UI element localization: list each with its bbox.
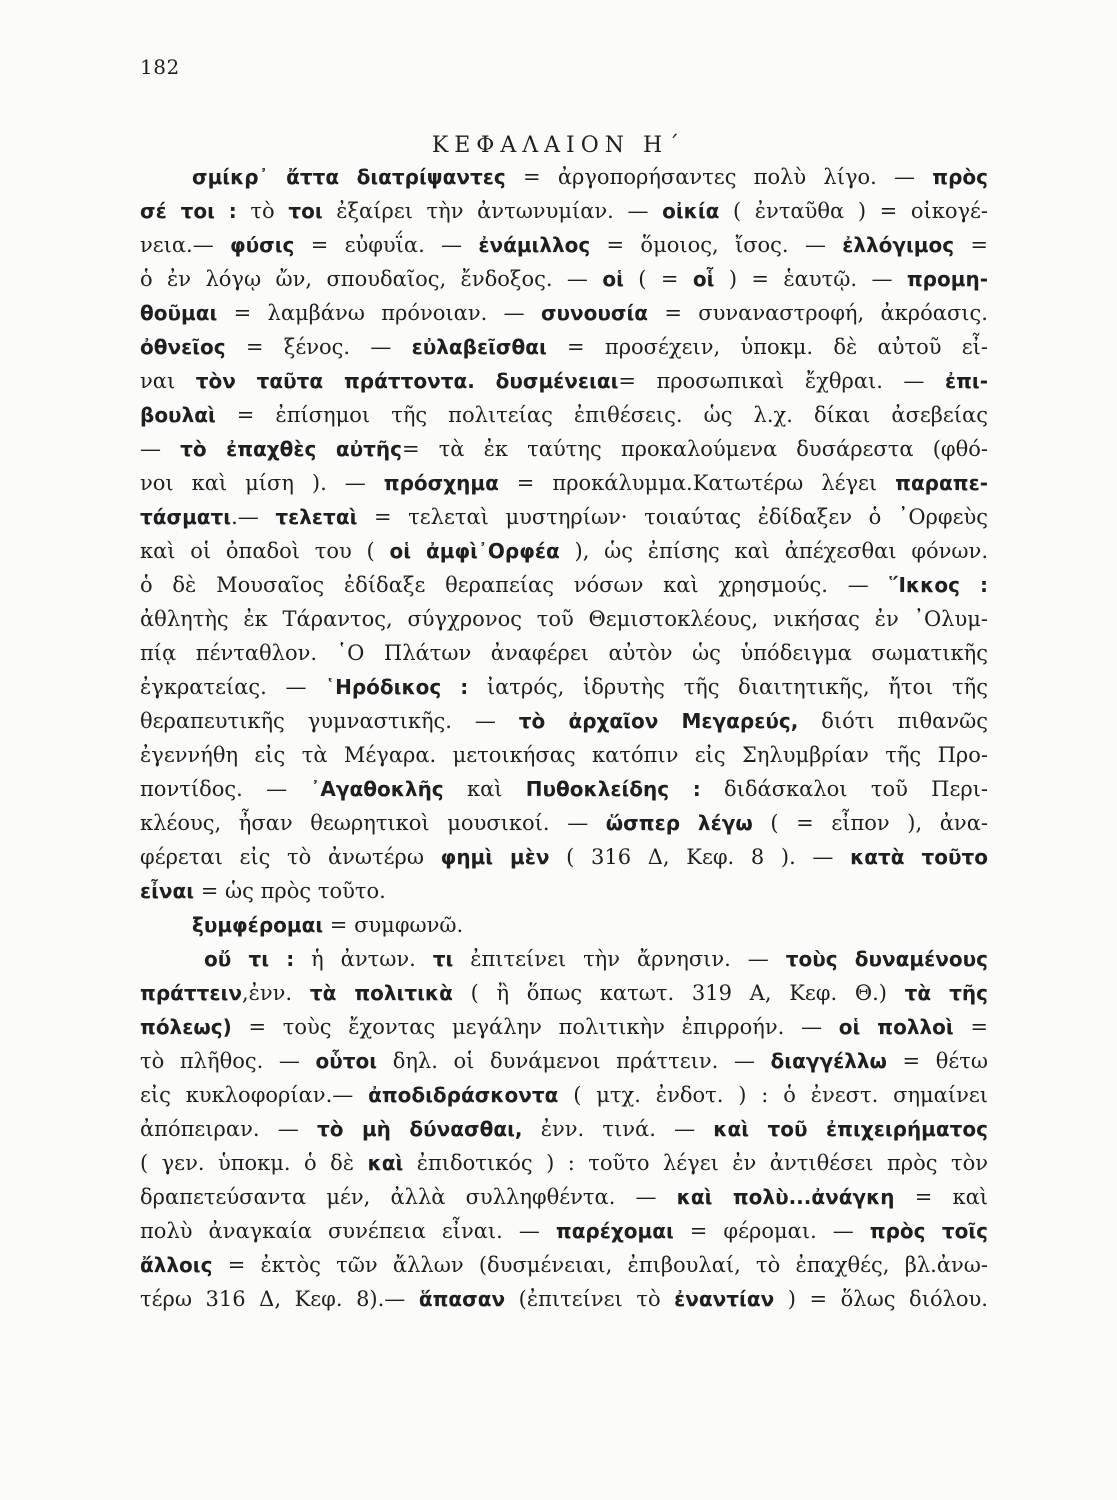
- text-line: [140, 262, 988, 296]
- lemma-term: ξυμφέρομαι: [192, 913, 324, 937]
- gloss-text: ἀπόπειραν. —: [140, 1117, 317, 1141]
- gloss-text: καὶ: [443, 777, 526, 801]
- gloss-text: ( ἢ ὅπως κατωτ. 319 Α, Κεφ. Θ.): [452, 981, 905, 1005]
- text-line: [140, 432, 988, 466]
- gloss-text: = θέτω: [886, 1049, 988, 1073]
- text-line: [140, 942, 988, 976]
- gloss-text: τὸ πλῆθος. —: [140, 1049, 316, 1073]
- lemma-term: καὶ πολὺ...ἀνάγκη: [676, 1185, 895, 1209]
- text-line: [140, 1078, 988, 1112]
- text-line: [140, 466, 988, 500]
- lemma-term: ῞Ικκος :: [888, 573, 988, 597]
- lemma-term: καὶ τοῦ ἐπιχειρήματος: [713, 1117, 988, 1141]
- lemma-term: τὰ τῆς: [904, 981, 988, 1005]
- lemma-term: συνουσία: [540, 301, 648, 325]
- lemma-term: πόλεως): [140, 1015, 232, 1039]
- chapter-title: ΚΕΦΑΛΑΙΟΝ Η΄: [431, 133, 686, 158]
- lemma-term: πρόσχημα: [383, 471, 499, 495]
- gloss-text: ἐγεννήθη εἰς τὰ Μέγαρα. μετοικήσας κατόπιν εἰς Σηλυμβρίαν τῆς Προ-: [140, 743, 988, 767]
- gloss-text: = τοὺς ἔχοντας μεγάλην πολιτικὴν ἐπιρροήν. —: [231, 1015, 839, 1039]
- page-number: 182: [140, 55, 180, 79]
- gloss-text: ,ἐνν.: [241, 981, 310, 1005]
- text-line: [140, 398, 988, 432]
- gloss-text: ( = εἶπον ), ἀνα-: [752, 811, 988, 835]
- gloss-text: ἀθλητὴς ἐκ Τάραντος, σύγχρονος τοῦ Θεμιστοκλέους, νικήσας ἐν ᾿Ολυμ-: [140, 607, 988, 631]
- lemma-term: τοὺς δυναμένους: [785, 947, 988, 971]
- lemma-term: οἱ πολλοὶ: [838, 1015, 954, 1039]
- lemma-term: οἱ ἀμφὶ᾽Ορφέα: [389, 539, 560, 563]
- gloss-text: εἰς κυκλοφορίαν.—: [140, 1083, 369, 1107]
- gloss-text: = προσέχειν, ὑποκμ. δὲ αὐτοῦ εἶ-: [546, 335, 988, 359]
- lemma-term: σέ τοι :: [140, 199, 237, 223]
- gloss-text: διότι πιθανῶς: [798, 709, 988, 733]
- lemma-term: τοι: [288, 199, 323, 223]
- gloss-text: (ἐπιτείνει τὸ: [505, 1287, 675, 1311]
- text-line: [140, 1248, 988, 1282]
- gloss-text: .—: [231, 505, 276, 529]
- gloss-text: =: [954, 233, 988, 257]
- text-line: [140, 602, 988, 636]
- gloss-text: = ἀργοπορήσαντες πολὺ λίγο. —: [505, 165, 933, 189]
- gloss-text: = φέρομαι. —: [673, 1219, 870, 1243]
- gloss-text: τὸ: [236, 199, 289, 223]
- gloss-text: =: [953, 1015, 988, 1039]
- gloss-text: ( =: [623, 267, 693, 291]
- lemma-term: βουλαὶ: [140, 403, 216, 427]
- gloss-text: ἐπιτείνει τὴν ἄρνησιν. —: [453, 947, 786, 971]
- text-line: [140, 772, 988, 806]
- text-line: [140, 1214, 988, 1248]
- gloss-text: κλέους, ἦσαν θεωρητικοὶ μουσικοί. —: [140, 811, 606, 835]
- lemma-term: τάσματι: [140, 505, 232, 529]
- text-line: [140, 296, 988, 330]
- text-line: [140, 194, 988, 228]
- lemma-term: τὸν ταῦτα πράττοντα. δυσμένειαι: [195, 369, 619, 393]
- lemma-term: προμη-: [906, 267, 988, 291]
- gloss-text: διδάσκαλοι τοῦ Περι-: [700, 777, 988, 801]
- lemma-term: φύσις: [230, 233, 295, 257]
- gloss-text: ( ἐνταῦθα ) = οἰκογέ-: [719, 199, 988, 223]
- gloss-text: ἡ ἀντων.: [294, 947, 433, 971]
- lemma-term: παραπε-: [895, 471, 988, 495]
- gloss-text: ( μτχ. ἐνδοτ. ) : ὁ ἐνεστ. σημαίνει: [558, 1083, 988, 1107]
- lemma-term: καὶ: [367, 1151, 404, 1175]
- lemma-term: κατὰ τοῦτο: [850, 845, 988, 869]
- gloss-text: = συναναστροφή, ἀκρόασις.: [648, 301, 988, 325]
- gloss-text: ) = ἑαυτῷ. —: [714, 267, 907, 291]
- text-line: [140, 670, 988, 704]
- lemma-term: τὸ μὴ δύνασθαι,: [316, 1117, 523, 1141]
- lemma-term: τι: [432, 947, 454, 971]
- lemma-term: ἐναντίαν: [674, 1287, 775, 1311]
- lemma-term: πρὸς: [932, 165, 988, 189]
- text-line: [140, 738, 988, 772]
- lemma-term: ἐλλόγιμος: [842, 233, 955, 257]
- lemma-term: εἶναι: [140, 879, 195, 903]
- text-line: [140, 1044, 988, 1078]
- gloss-text: = ἐπίσημοι τῆς πολιτείας ἐπιθέσεις. ὡς λ.χ. δίκαι ἀσεβείας: [215, 403, 988, 427]
- text-line: [140, 1180, 988, 1214]
- lemma-term: πρὸς τοῖς: [869, 1219, 988, 1243]
- gloss-text: τέρω 316 Δ, Κεφ. 8).—: [140, 1287, 419, 1311]
- gloss-text: ( γεν. ὑποκμ. ὁ δὲ: [140, 1151, 368, 1175]
- lemma-term: ῾Ηρόδικος :: [325, 675, 469, 699]
- gloss-text: φέρεται εἰς τὸ ἀνωτέρω: [140, 845, 441, 869]
- gloss-text: ( 316 Δ, Κεφ. 8 ). —: [549, 845, 851, 869]
- gloss-text: ) = ὅλως διόλου.: [774, 1287, 988, 1311]
- gloss-text: ἰατρός, ἱδρυτὴς τῆς διαιτητικῆς, ἤτοι τῆς: [468, 675, 988, 699]
- gloss-text: ἐνν. τινά. —: [522, 1117, 714, 1141]
- lemma-term: ἅπασαν: [418, 1287, 506, 1311]
- lemma-term: ἐνάμιλλος: [478, 233, 591, 257]
- gloss-text: ὁ δὲ Μουσαῖος ἐδίδαξε θεραπείας νόσων καὶ χρησμούς. —: [140, 573, 889, 597]
- lemma-term: θοῦμαι: [140, 301, 218, 325]
- lemma-term: ὀθνεῖος: [140, 335, 226, 359]
- gloss-text: δηλ. οἱ δυνάμενοι πράττειν. —: [377, 1049, 771, 1073]
- lemma-term: οἷ: [692, 267, 715, 291]
- lemma-term: σμίκρ᾽ ἄττα διατρίψαντες: [192, 165, 506, 189]
- gloss-text: = συμφωνῶ.: [323, 913, 464, 937]
- lemma-term: τὰ πολιτικὰ: [309, 981, 453, 1005]
- text-line: [140, 1010, 988, 1044]
- text-line: [140, 874, 988, 908]
- gloss-text: καὶ οἱ ὀπαδοὶ του (: [140, 539, 390, 563]
- lemma-term: τὸ ἀρχαῖον Μεγαρεύς,: [518, 709, 799, 733]
- text-line: [140, 806, 988, 840]
- text-line: [140, 976, 988, 1010]
- lemma-term: εὐλαβεῖσθαι: [411, 335, 547, 359]
- lemma-term: φημὶ μὲν: [440, 845, 550, 869]
- gloss-text: πίᾳ πένταθλον. ῾Ο Πλάτων ἀναφέρει αὐτὸν ὡς ὑπόδειγμα σωματικῆς: [140, 641, 988, 665]
- text-line: [140, 364, 988, 398]
- text-line: [140, 704, 988, 738]
- gloss-text: = ὅμοιος, ἴσος. —: [590, 233, 843, 257]
- text-line: [140, 1282, 988, 1316]
- lemma-term: πράττειν: [140, 981, 242, 1005]
- text-line: [140, 228, 988, 262]
- gloss-text: = τὰ ἐκ ταύτης προκαλούμενα δυσάρεστα (φθό-: [401, 437, 988, 461]
- lemma-term: οὗτοι: [315, 1049, 378, 1073]
- gloss-text: —: [140, 437, 181, 461]
- gloss-text: = εὐφυΐα. —: [294, 233, 479, 257]
- gloss-text: ἐγκρατείας. —: [140, 675, 326, 699]
- gloss-text: ὁ ἐν λόγῳ ὤν, σπουδαῖος, ἔνδοξος. —: [140, 267, 603, 291]
- text-line: [140, 1112, 988, 1146]
- gloss-text: πολὺ ἀναγκαία συνέπεια εἶναι. —: [140, 1219, 556, 1243]
- lemma-term: οὔ τι :: [204, 947, 295, 971]
- gloss-text: ἐπιδοτικός ) : τοῦτο λέγει ἐν ἀντιθέσει πρὸς τὸν: [403, 1151, 988, 1175]
- text-line: [140, 908, 988, 942]
- lemma-term: τὸ ἐπαχθὲς αὐτῆς: [180, 437, 402, 461]
- gloss-text: = ἐκτὸς τῶν ἄλλων (δυσμένειαι, ἐπιβουλαί, τὸ ἐπαχθές, βλ.ἀνω-: [212, 1253, 988, 1277]
- gloss-text: = καὶ: [894, 1185, 988, 1209]
- text-line: [140, 636, 988, 670]
- text-line: [140, 1146, 988, 1180]
- gloss-text: = λαμβάνω πρόνοιαν. —: [217, 301, 541, 325]
- lemma-term: διαγγέλλω: [770, 1049, 887, 1073]
- lemma-term: ἄλλοις: [140, 1253, 213, 1277]
- lemma-term: ὥσπερ λέγω: [605, 811, 753, 835]
- text-line: [140, 840, 988, 874]
- lemma-term: ἀποδιδράσκοντα: [368, 1083, 559, 1107]
- gloss-text: = προσωπικαὶ ἔχθραι. —: [618, 369, 945, 393]
- text-line: [140, 534, 988, 568]
- lemma-term: Πυθοκλείδης :: [525, 777, 701, 801]
- gloss-text: ), ὡς ἐπίσης καὶ ἀπέχεσθαι φόνων.: [559, 539, 988, 563]
- gloss-text: ἐξαίρει τὴν ἀντωνυμίαν. —: [322, 199, 663, 223]
- gloss-text: θεραπευτικῆς γυμναστικῆς. —: [140, 709, 519, 733]
- lemma-term: τελεταὶ: [275, 505, 358, 529]
- text-line: [140, 500, 988, 534]
- lemma-term: ἐπι-: [944, 369, 988, 393]
- text-line: [140, 330, 988, 364]
- commentary-text: [140, 160, 988, 1316]
- gloss-text: = ξένος. —: [225, 335, 412, 359]
- gloss-text: ποντίδος. —: [140, 777, 311, 801]
- gloss-text: νοι καὶ μίση ). —: [140, 471, 384, 495]
- gloss-text: ναι: [140, 369, 196, 393]
- lemma-term: παρέχομαι: [555, 1219, 674, 1243]
- text-line: [140, 568, 988, 602]
- gloss-text: = τελεταὶ μυστηρίων· τοιαύτας ἐδίδαξεν ὁ ᾿Ορφεὺς: [357, 505, 988, 529]
- gloss-text: = προκάλυμμα.Κατωτέρω λέγει: [498, 471, 896, 495]
- gloss-text: = ὡς πρὸς τοῦτο.: [194, 879, 386, 903]
- lemma-term: οἰκία: [662, 199, 720, 223]
- text-line: [140, 160, 988, 194]
- lemma-term: οἱ: [602, 267, 624, 291]
- gloss-text: νεια.—: [140, 233, 231, 257]
- gloss-text: δραπετεύσαντα μέν, ἀλλὰ συλληφθέντα. —: [140, 1185, 677, 1209]
- lemma-term: ᾿Αγαθοκλῆς: [310, 777, 444, 801]
